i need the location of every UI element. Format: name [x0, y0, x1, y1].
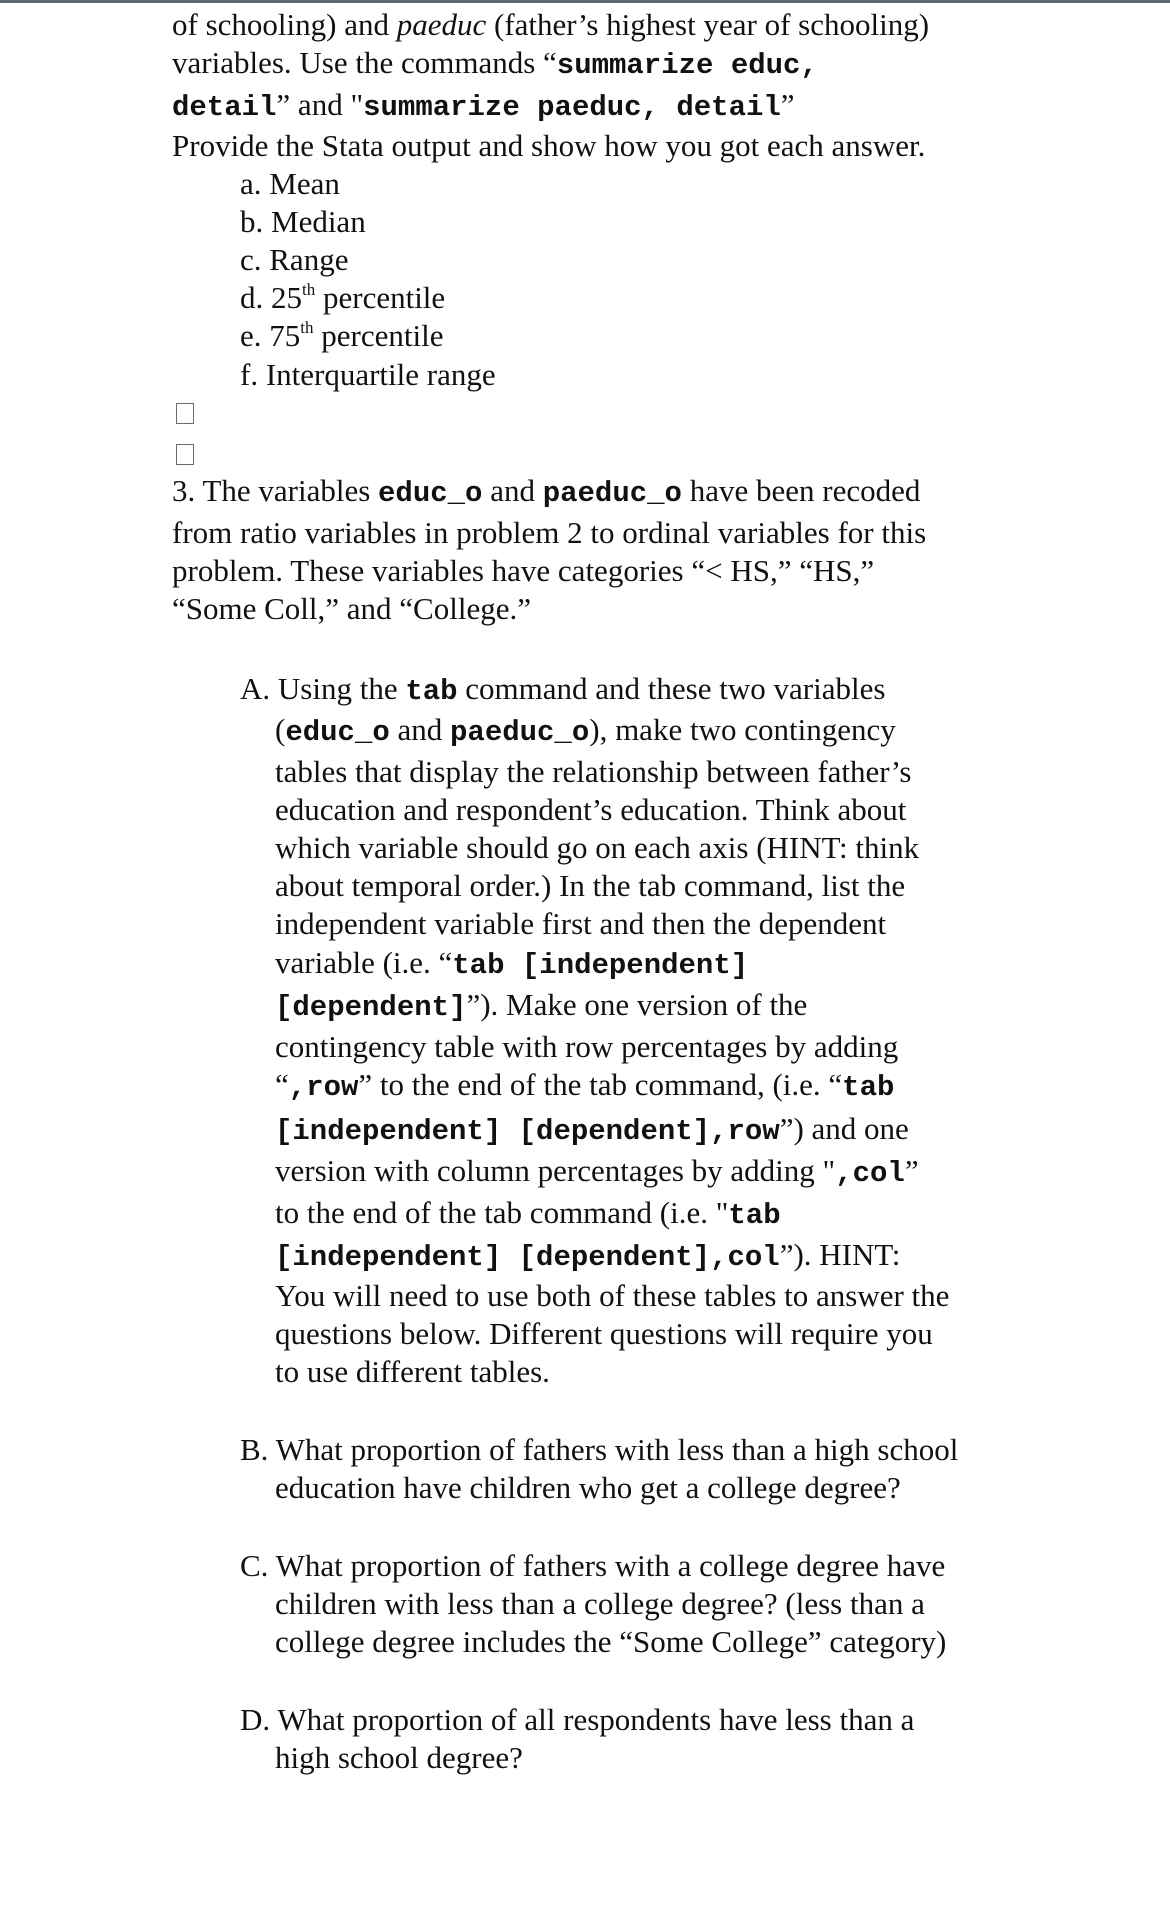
partA-line9: [dependent]”). Make one version of the: [275, 987, 808, 1024]
partA-line15: [independent] [dependent],col”). HINT:: [275, 1237, 901, 1274]
partD-line1: D. What proportion of all respondents have less than a: [240, 1702, 915, 1737]
code-summarize-paeduc: summarize paeduc, detail: [363, 91, 781, 124]
partC-line3: college degree includes the “Some College” category): [275, 1624, 947, 1659]
problem2-line3: detail” and "summarize paeduc, detail”: [172, 87, 795, 124]
list-item-range: c. Range: [240, 242, 349, 277]
problem3-line1: 3. The variables educ_o and paeduc_o have been recoded: [172, 473, 921, 510]
list-item-interquartile-range: f. Interquartile range: [240, 357, 496, 392]
partA-line17: questions below. Different questions will require you: [275, 1316, 933, 1351]
problem3-line4: “Some Coll,” and “College.”: [172, 591, 531, 626]
code-row: ,row: [288, 1071, 359, 1104]
partA-line12: [independent] [dependent],row”) and one: [275, 1111, 909, 1148]
partB-line1: B. What proportion of fathers with less than a high school: [240, 1432, 959, 1467]
partA-line4: education and respondent’s education. Think about: [275, 792, 907, 827]
list-item-median: b. Median: [240, 204, 366, 239]
partA-line1: A. Using the tab command and these two variables: [240, 671, 886, 708]
list-item-75th-percentile: e. 75th percentile: [240, 318, 444, 353]
problem2-line4: Provide the Stata output and show how you got each answer.: [172, 128, 926, 163]
code-summarize-educ: summarize educ,: [556, 49, 818, 82]
problem2-line1: of schooling) and paeduc (father’s highest year of schooling): [172, 7, 930, 42]
checkbox-placeholder[interactable]: [176, 444, 194, 465]
problem2-line2: variables. Use the commands “summarize educ,: [172, 45, 818, 82]
checkbox-placeholder[interactable]: [176, 403, 194, 424]
partA-line5: which variable should go on each axis (HINT: think: [275, 830, 920, 865]
code-tab-col: [independent] [dependent],col: [275, 1241, 780, 1274]
code-tab: tab: [842, 1071, 895, 1104]
partA-line18: to use different tables.: [275, 1354, 550, 1389]
code-dependent: [dependent]: [275, 991, 467, 1024]
partA-line8: variable (i.e. “tab [independent]: [275, 945, 749, 982]
problem3-line3: problem. These variables have categories “< HS,” “HS,”: [172, 553, 875, 588]
code-tab-independent: tab [independent]: [452, 949, 749, 982]
code-paeduc-o: paeduc_o: [450, 716, 590, 749]
code-tab: tab: [405, 675, 458, 708]
code-tab-row: [independent] [dependent],row: [275, 1115, 780, 1148]
partA-line6: about temporal order.) In the tab command, list the: [275, 868, 906, 903]
partA-line11: “,row” to the end of the tab command, (i.e. “tab: [275, 1067, 895, 1104]
partB-line2: education have children who get a college degree?: [275, 1470, 901, 1505]
partA-line16: You will need to use both of these tables to answer the: [275, 1278, 950, 1313]
partD-line2: high school degree?: [275, 1740, 523, 1775]
list-item-mean: a. Mean: [240, 166, 340, 201]
partA-line2: (educ_o and paeduc_o), make two contingency: [275, 712, 896, 749]
partA-line3: tables that display the relationship between father’s: [275, 754, 912, 789]
code-educ-o: educ_o: [285, 716, 390, 749]
problem3-line2: from ratio variables in problem 2 to ordinal variables for this: [172, 515, 927, 550]
partA-line13: version with column percentages by adding ",col”: [275, 1153, 919, 1190]
partC-line2: children with less than a college degree? (less than a: [275, 1586, 925, 1621]
code-tab: tab: [728, 1199, 781, 1232]
partA-line7: independent variable first and then the dependent: [275, 906, 887, 941]
code-paeduc-o: paeduc_o: [542, 477, 682, 510]
partC-line1: C. What proportion of fathers with a college degree have: [240, 1548, 946, 1583]
partA-line10: contingency table with row percentages by adding: [275, 1029, 899, 1064]
code-col: ,col: [835, 1157, 905, 1190]
partA-line14: to the end of the tab command (i.e. "tab: [275, 1195, 781, 1232]
list-item-25th-percentile: d. 25th percentile: [240, 280, 446, 315]
code-educ-o: educ_o: [378, 477, 483, 510]
paeduc-variable: paeduc: [396, 7, 487, 42]
code-detail: detail: [172, 91, 277, 124]
